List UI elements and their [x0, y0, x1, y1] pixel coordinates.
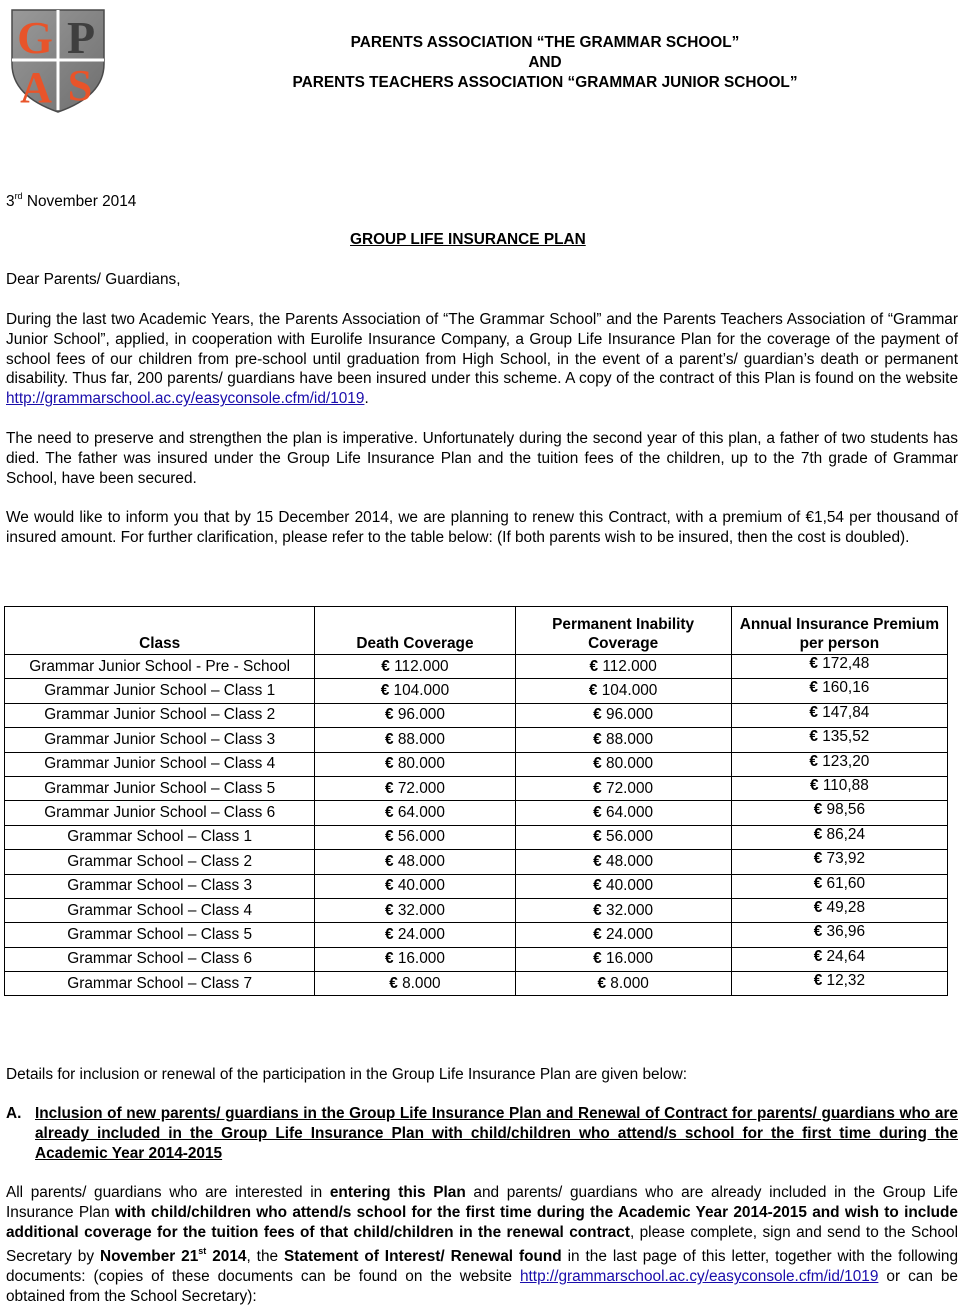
table-body — [5, 655, 948, 996]
intro-text: During the last two Academic Years, the Parents Association of “The Grammar School” and the Parents Teachers Association of “Grammar Junior School”, applied, in cooperation with Eurolife Insurance Company, a Group Life Insurance Plan for the coverage of the payment of school fees of our children from pre-school until graduation from High School, in the event of a parent’s/ guardian’s death or permanent disability. Thus far, 200 parents/ guardians have been insured under this scheme. A copy of the contract of this Plan is found on the website — [6, 311, 958, 388]
cell-class — [5, 679, 315, 703]
letter-header — [240, 33, 850, 92]
table-row — [5, 898, 948, 922]
cell-inability-coverage — [515, 752, 731, 776]
cell-inability-coverage-value: 112.000 — [602, 657, 657, 675]
cell-annual-premium-value: 73,92 — [826, 850, 866, 868]
euro-sign: € — [389, 974, 398, 992]
euro-sign: € — [384, 804, 394, 822]
cell-death-coverage — [315, 655, 515, 679]
cell-death-coverage — [315, 972, 515, 996]
euro-sign: € — [381, 657, 390, 675]
cell-annual-premium-value: 160,16 — [822, 679, 870, 697]
cell-annual-premium — [731, 850, 947, 874]
logo-letter-g: G — [17, 12, 53, 63]
table-row — [5, 947, 948, 971]
cell-inability-coverage-value: 72.000 — [606, 779, 654, 797]
documents-link[interactable]: http://grammarschool.ac.cy/easyconsole.cfm/id/1019 — [519, 1268, 879, 1286]
cell-inability-coverage — [515, 898, 731, 922]
cell-death-coverage-value: 24.000 — [397, 925, 445, 943]
cell-inability-coverage — [515, 923, 731, 947]
euro-sign: € — [589, 657, 599, 675]
cell-annual-premium — [731, 776, 947, 800]
euro-sign: € — [593, 779, 602, 797]
letter-title: GROUP LIFE INSURANCE PLAN — [350, 231, 586, 248]
table-row — [5, 655, 948, 679]
euro-sign: € — [384, 925, 394, 943]
cell-annual-premium — [731, 825, 947, 849]
cell-death-coverage-value: 32.000 — [397, 901, 445, 919]
logo-letter-s: S — [67, 61, 93, 110]
paragraph-renewal: We would like to inform you that by 15 December 2014, we are planning to renew this Contract, with a premium of €1,54 per thousand of insured amount. For further clarification, please refer to the table below: (If both parents wish to be insured, then the cost is doubled). — [6, 509, 958, 546]
euro-sign: € — [384, 730, 394, 748]
table-row — [5, 923, 948, 947]
cell-death-coverage-value: 8.000 — [402, 974, 441, 992]
cell-inability-coverage — [515, 825, 731, 849]
instr-s1: All parents/ guardians who are interested in — [6, 1184, 330, 1201]
table-row — [5, 801, 948, 825]
cell-class-value: Grammar School – Class 1 — [67, 828, 253, 846]
cell-inability-coverage-value: 96.000 — [606, 706, 654, 724]
cell-annual-premium — [731, 703, 947, 727]
cell-class — [5, 752, 315, 776]
cell-inability-coverage-value: 32.000 — [606, 901, 654, 919]
cell-death-coverage-value: 64.000 — [397, 804, 445, 822]
cell-class-value: Grammar Junior School – Class 2 — [44, 706, 276, 724]
cell-annual-premium — [731, 752, 947, 776]
cell-class — [5, 972, 315, 996]
instr-s3: , please complete, sign and send to the School Secretary by — [6, 1223, 958, 1266]
cell-inability-coverage — [515, 972, 731, 996]
cell-inability-coverage — [515, 728, 731, 752]
euro-sign: € — [809, 703, 818, 721]
euro-sign: € — [593, 804, 602, 822]
cell-inability-coverage-value: 16.000 — [606, 950, 654, 968]
euro-sign: € — [593, 730, 602, 748]
euro-sign: € — [384, 706, 394, 724]
cell-inability-coverage-value: 40.000 — [606, 877, 654, 895]
cell-death-coverage-value: 88.000 — [397, 730, 445, 748]
cell-class — [5, 850, 315, 874]
table-row — [5, 825, 948, 849]
cell-death-coverage — [315, 874, 515, 898]
cell-inability-coverage-value: 64.000 — [606, 804, 654, 822]
cell-class-value: Grammar Junior School – Class 4 — [44, 755, 276, 773]
cell-death-coverage-value: 104.000 — [393, 682, 450, 700]
cell-death-coverage — [315, 728, 515, 752]
table-row — [5, 728, 948, 752]
euro-sign: € — [809, 679, 818, 697]
instr-deadline-year: 2014 — [206, 1248, 247, 1266]
instr-b2: with child/children who attend/s school for the first time during the Academic Year 2014-2015 and wish to include additional coverage for the tuition fees of that child/children in the renewal contract — [6, 1203, 958, 1241]
cell-inability-coverage-value: 88.000 — [606, 730, 654, 748]
cell-annual-premium-value: 86,24 — [826, 825, 866, 843]
cell-death-coverage — [315, 923, 515, 947]
cell-death-coverage-value: 40.000 — [397, 877, 445, 895]
cell-inability-coverage — [515, 776, 731, 800]
cell-class — [5, 825, 315, 849]
cell-inability-coverage-value: 56.000 — [606, 828, 654, 846]
cell-inability-coverage — [515, 679, 731, 703]
cell-inability-coverage-value: 48.000 — [606, 852, 654, 870]
cell-death-coverage-value: 16.000 — [397, 950, 445, 968]
cell-class — [5, 898, 315, 922]
cell-annual-premium-value: 147,84 — [822, 703, 870, 721]
section-a-heading — [6, 1104, 958, 1163]
date-rest: November 2014 — [22, 193, 137, 210]
euro-sign: € — [813, 898, 823, 916]
euro-sign: € — [813, 923, 823, 941]
date-suffix: rd — [14, 191, 23, 201]
euro-sign: € — [593, 755, 602, 773]
cell-annual-premium-value: 172,48 — [822, 655, 870, 672]
euro-sign: € — [384, 901, 394, 919]
euro-sign: € — [809, 776, 819, 794]
header-class: Class — [5, 607, 315, 655]
cell-class-value: Grammar School – Class 5 — [67, 925, 253, 943]
cell-death-coverage — [315, 776, 515, 800]
euro-sign: € — [593, 877, 602, 895]
cell-inability-coverage — [515, 947, 731, 971]
table-row — [5, 874, 948, 898]
section-a-label: A. — [6, 1105, 22, 1122]
header-death-coverage: Death Coverage — [315, 607, 515, 655]
cell-class — [5, 655, 315, 679]
instr-s4: , the — [246, 1248, 285, 1266]
instr-deadline-suffix: st — [198, 1246, 207, 1257]
table-row — [5, 776, 948, 800]
header-line-1: PARENTS ASSOCIATION “THE GRAMMAR SCHOOL” — [350, 34, 740, 51]
table-row — [5, 972, 948, 996]
euro-sign: € — [593, 925, 602, 943]
cell-inability-coverage-value: 104.000 — [601, 682, 658, 700]
logo-letter-p: P — [66, 12, 96, 63]
table-row — [5, 703, 948, 727]
instr-b1: entering this Plan — [329, 1184, 466, 1201]
cell-annual-premium — [731, 923, 947, 947]
letter-date — [6, 191, 136, 211]
cell-class-value: Grammar School – Class 4 — [67, 901, 253, 919]
euro-sign: € — [593, 706, 602, 724]
paragraph-instructions — [6, 1183, 958, 1307]
euro-sign: € — [813, 801, 823, 819]
cell-class-value: Grammar Junior School – Class 3 — [44, 730, 276, 748]
cell-death-coverage-value: 112.000 — [394, 657, 449, 675]
cell-death-coverage-value: 80.000 — [397, 755, 445, 773]
cell-inability-coverage-value: 8.000 — [610, 974, 649, 992]
instr-s6: or can be obtained from the School Secretary): — [6, 1268, 958, 1305]
euro-sign: € — [809, 728, 818, 746]
euro-sign: € — [380, 682, 390, 700]
cell-inability-coverage — [515, 801, 731, 825]
euro-sign: € — [384, 828, 394, 846]
instr-deadline: November 21 — [99, 1248, 199, 1266]
cell-death-coverage-value: 72.000 — [397, 779, 445, 797]
coverage-table — [4, 606, 948, 996]
euro-sign: € — [813, 850, 823, 868]
cell-annual-premium — [731, 728, 947, 752]
euro-sign: € — [588, 682, 598, 700]
section-a-text: Inclusion of new parents/ guardians in the Group Life Insurance Plan and Renewal of Contract for parents/ guardians who are already included in the Group Life Insurance Plan with child/children who attend/s school for the first time during the Academic Year 2014-2015 — [35, 1105, 958, 1162]
cell-annual-premium-value: 61,60 — [826, 874, 866, 892]
cell-annual-premium — [731, 655, 947, 679]
cell-death-coverage — [315, 898, 515, 922]
instr-b4: Statement of Interest/ Renewal found — [284, 1248, 562, 1266]
cell-class — [5, 923, 315, 947]
table-row — [5, 679, 948, 703]
instr-s2: and parents/ guardians who are already included in the Group Life Insurance Plan — [6, 1184, 958, 1221]
table-row — [5, 752, 948, 776]
euro-sign: € — [813, 947, 823, 965]
paragraph-need: The need to preserve and strengthen the plan is imperative. Unfortunately during the second year of this plan, a father of two students has died. The father was insured under the Group Life Insurance Plan and the tuition fees of the children, up to the 7th grade of Grammar School, have been secured. — [6, 430, 958, 487]
cell-class — [5, 947, 315, 971]
cell-inability-coverage-value: 80.000 — [606, 755, 654, 773]
euro-sign: € — [813, 874, 823, 892]
header-annual-premium: Annual Insurance Premium per person — [731, 607, 947, 655]
euro-sign: € — [813, 972, 823, 990]
paragraph-intro — [6, 310, 958, 409]
euro-sign: € — [809, 655, 818, 672]
cell-annual-premium-value: 98,56 — [826, 801, 866, 819]
cell-annual-premium-value: 24,64 — [826, 947, 866, 965]
cell-annual-premium-value: 36,96 — [826, 923, 866, 941]
cell-inability-coverage — [515, 874, 731, 898]
euro-sign: € — [593, 852, 602, 870]
cell-inability-coverage — [515, 655, 731, 679]
cell-annual-premium-value: 110,88 — [822, 776, 869, 794]
logo-letter-a: A — [20, 63, 52, 112]
euro-sign: € — [593, 950, 602, 968]
cell-class-value: Grammar School – Class 3 — [67, 877, 253, 895]
salutation: Dear Parents/ Guardians, — [6, 271, 181, 288]
table-header-row — [5, 607, 948, 655]
cell-death-coverage — [315, 947, 515, 971]
date-day: 3 — [6, 193, 15, 210]
euro-sign: € — [384, 779, 394, 797]
cell-death-coverage — [315, 703, 515, 727]
cell-death-coverage — [315, 801, 515, 825]
cell-class-value: Grammar Junior School – Class 1 — [44, 682, 276, 700]
cell-annual-premium — [731, 679, 947, 703]
cell-class-value: Grammar School – Class 2 — [67, 852, 253, 870]
euro-sign: € — [384, 950, 394, 968]
euro-sign: € — [384, 877, 394, 895]
table-row — [5, 850, 948, 874]
cell-death-coverage-value: 96.000 — [397, 706, 445, 724]
cell-class-value: Grammar School – Class 6 — [67, 950, 253, 968]
cell-class — [5, 776, 315, 800]
header-line-3: PARENTS TEACHERS ASSOCIATION “GRAMMAR JUNIOR SCHOOL” — [292, 73, 798, 91]
euro-sign: € — [813, 825, 823, 843]
instr-s5: in the last page of this letter, together with the following documents: (copies of these documents can be found on the website — [6, 1248, 959, 1286]
gpas-logo — [8, 6, 108, 116]
intro-end: . — [364, 390, 369, 408]
euro-sign: € — [597, 974, 607, 992]
header-inability-coverage: Permanent Inability Coverage — [515, 607, 731, 655]
cell-death-coverage — [315, 850, 515, 874]
paragraph-details: Details for inclusion or renewal of the participation in the Group Life Insurance Plan are given below: — [6, 1066, 687, 1083]
cell-class — [5, 801, 315, 825]
euro-sign: € — [384, 852, 394, 870]
cell-annual-premium — [731, 947, 947, 971]
euro-sign: € — [593, 828, 602, 846]
cell-annual-premium-value: 12,32 — [826, 972, 866, 990]
cell-class — [5, 874, 315, 898]
cell-inability-coverage — [515, 703, 731, 727]
cell-class-value: Grammar Junior School – Class 6 — [44, 804, 276, 822]
euro-sign: € — [384, 755, 394, 773]
header-line-2: AND — [528, 53, 562, 71]
cell-annual-premium — [731, 874, 947, 898]
cell-inability-coverage-value: 24.000 — [606, 925, 654, 943]
cell-inability-coverage — [515, 850, 731, 874]
cell-annual-premium-value: 135,52 — [822, 728, 870, 746]
cell-class-value: Grammar Junior School - Pre - School — [29, 657, 291, 675]
cell-death-coverage — [315, 752, 515, 776]
cell-death-coverage — [315, 679, 515, 703]
cell-annual-premium-value: 123,20 — [822, 752, 870, 770]
cell-class-value: Grammar Junior School – Class 5 — [44, 779, 276, 797]
cell-annual-premium — [731, 898, 947, 922]
cell-annual-premium-value: 49,28 — [826, 898, 866, 916]
cell-annual-premium — [731, 801, 947, 825]
cell-death-coverage — [315, 825, 515, 849]
cell-class-value: Grammar School – Class 7 — [67, 974, 253, 992]
cell-annual-premium — [731, 972, 947, 996]
cell-class — [5, 728, 315, 752]
cell-death-coverage-value: 48.000 — [397, 852, 445, 870]
cell-death-coverage-value: 56.000 — [397, 828, 445, 846]
contract-link[interactable]: http://grammarschool.ac.cy/easyconsole.cfm/id/1019 — [6, 390, 365, 408]
euro-sign: € — [809, 752, 818, 770]
euro-sign: € — [593, 901, 602, 919]
cell-class — [5, 703, 315, 727]
